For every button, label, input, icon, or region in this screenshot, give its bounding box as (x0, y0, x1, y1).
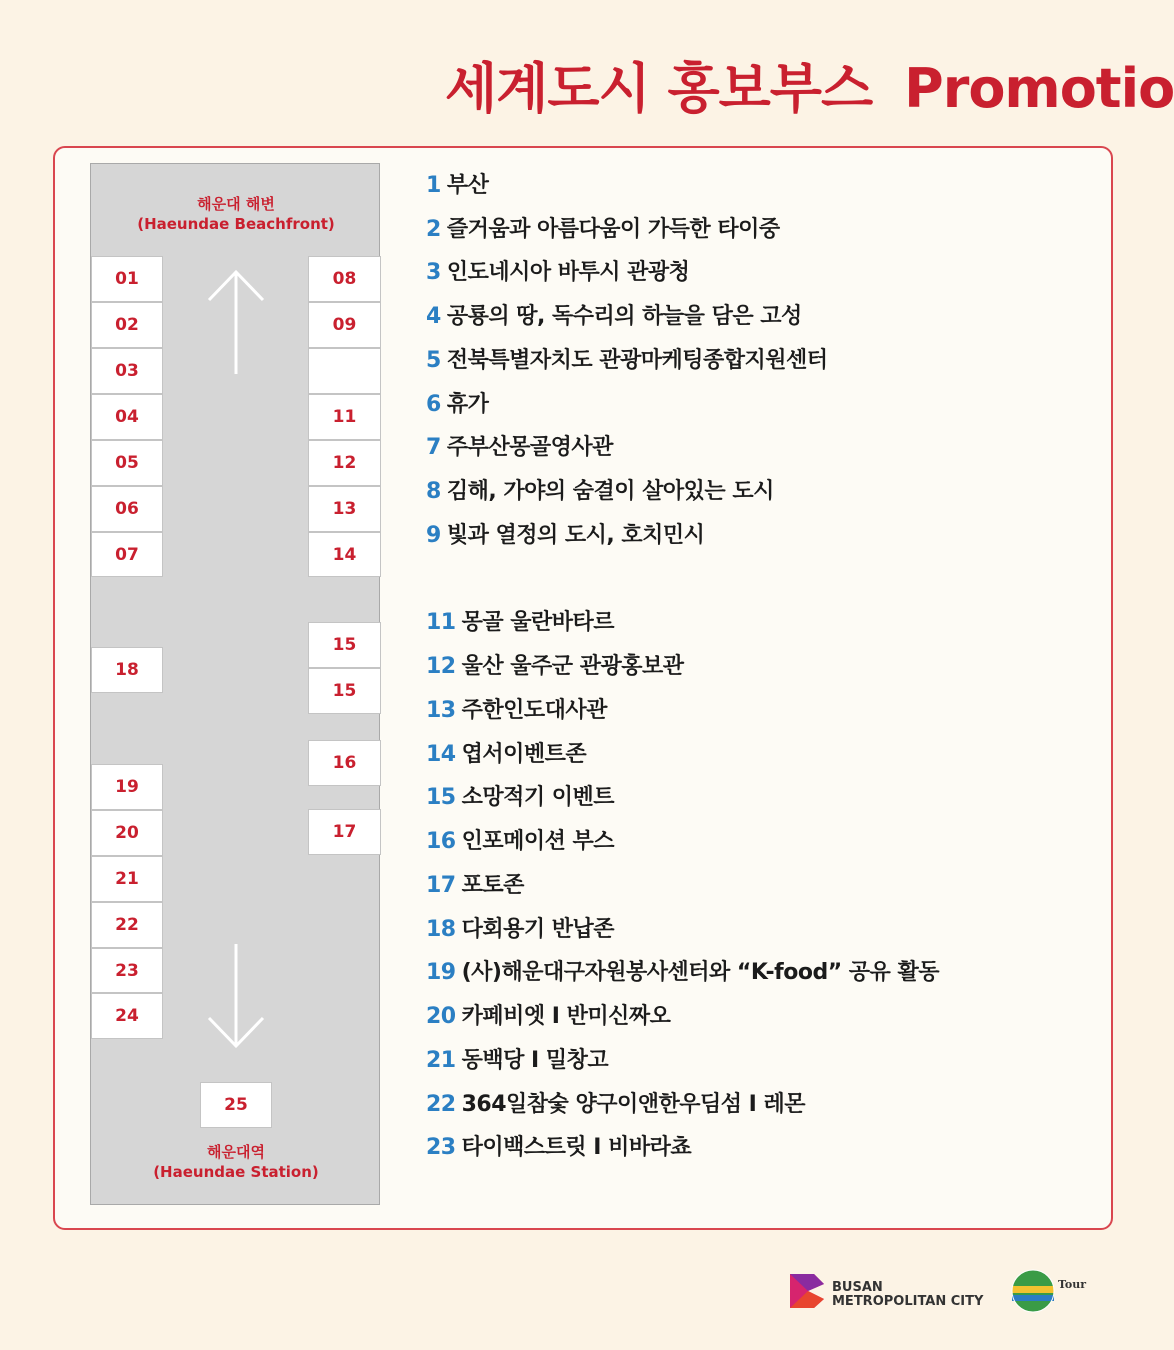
booth-08[interactable]: 08 (308, 256, 381, 302)
legend-name: 휴가 (446, 392, 489, 417)
booth-22[interactable]: 22 (91, 902, 163, 948)
legend-name: 공룡의 땅, 독수리의 하늘을 담은 고성 (446, 304, 802, 329)
booth-01[interactable]: 01 (91, 256, 163, 302)
legend-item (426, 299, 802, 330)
legend-number: 15 (426, 785, 456, 810)
title-english: Promotio (904, 57, 1174, 120)
booth-10[interactable] (308, 348, 381, 394)
legend-number: 7 (426, 435, 441, 460)
booth-24[interactable]: 24 (91, 993, 163, 1039)
legend-number: 5 (426, 348, 441, 373)
legend-item (426, 1087, 805, 1118)
legend-number: 8 (426, 479, 441, 504)
legend-number: 18 (426, 917, 456, 942)
legend-name: 소망적기 이벤트 (461, 785, 615, 810)
booth-14[interactable]: 14 (308, 532, 381, 577)
legend-item (426, 430, 613, 461)
legend-item (426, 1043, 608, 1074)
legend-name: 364일참숯 양구이앤한우딤섬 I 레몬 (461, 1092, 805, 1117)
title-korean: 세계도시 홍보부스 (445, 57, 873, 120)
legend-number: 16 (426, 829, 456, 854)
legend-item (426, 518, 704, 549)
legend-item (426, 387, 488, 418)
legend-name: 즐거움과 아름다움이 가득한 타이중 (446, 217, 780, 242)
legend-number: 13 (426, 698, 456, 723)
page-title (445, 46, 1174, 123)
legend-name: 전북특별자치도 관광마케팅종합지원센터 (446, 348, 828, 373)
legend-name: 포토존 (461, 873, 524, 898)
booth-03[interactable]: 03 (91, 348, 163, 394)
booth-25[interactable]: 25 (200, 1082, 272, 1128)
legend-item (426, 649, 683, 680)
legend-name: 다회용기 반납존 (461, 917, 615, 942)
legend-name: 울산 울주군 관광홍보관 (461, 654, 684, 679)
legend-number: 2 (426, 217, 441, 242)
legend-item (426, 343, 828, 374)
booth-13[interactable]: 13 (308, 486, 381, 532)
legend-name: 부산 (446, 173, 489, 198)
legend-number: 12 (426, 654, 456, 679)
legend-item (426, 955, 939, 986)
tour-logo-text: Tour (1058, 1278, 1087, 1291)
legend-number: 20 (426, 1004, 456, 1029)
booth-20[interactable]: 20 (91, 810, 163, 856)
booth-11[interactable]: 11 (308, 394, 381, 440)
legend-number: 14 (426, 742, 456, 767)
legend-item (426, 255, 689, 286)
legend-item (426, 868, 524, 899)
arrow-down-icon (206, 940, 266, 1050)
beachfront-label-ko: 해운대 해변 (197, 195, 275, 213)
legend-number: 23 (426, 1135, 456, 1160)
legend-number: 19 (426, 960, 456, 985)
legend-name: 몽골 울란바타르 (461, 610, 615, 635)
tour-logo (1010, 1268, 1087, 1314)
legend-number: 21 (426, 1048, 456, 1073)
booth-19[interactable]: 19 (91, 764, 163, 810)
booth-21[interactable]: 21 (91, 856, 163, 902)
legend-number: 6 (426, 392, 441, 417)
legend-name: 인도네시아 바투시 관광청 (446, 260, 690, 285)
beachfront-label-en: (Haeundae Beachfront) (137, 215, 335, 233)
legend-item (426, 737, 586, 768)
booth-15a[interactable]: 15 (308, 622, 381, 668)
booth-16[interactable]: 16 (308, 740, 381, 786)
legend-name: 타이백스트릿 I 비바라쵸 (461, 1135, 692, 1160)
booth-15b[interactable]: 15 (308, 668, 381, 714)
legend-item (426, 1130, 691, 1161)
legend-name: (사)해운대구자원봉사센터와 “K-food” 공유 활동 (461, 960, 939, 985)
booth-18[interactable]: 18 (91, 647, 163, 693)
legend-item (426, 474, 774, 505)
booth-07[interactable]: 07 (91, 532, 163, 577)
booth-map (90, 163, 380, 1205)
busan-logo-line1: BUSAN (832, 1280, 883, 1295)
legend-name: 빛과 열정의 도시, 호치민시 (446, 523, 705, 548)
legend-item (426, 912, 614, 943)
busan-logo-mark-icon (788, 1272, 826, 1310)
legend-item (426, 212, 780, 243)
map-top-label (91, 194, 381, 234)
legend-number: 3 (426, 260, 441, 285)
booth-02[interactable]: 02 (91, 302, 163, 348)
legend-item (426, 780, 614, 811)
booth-06[interactable]: 06 (91, 486, 163, 532)
legend-number: 17 (426, 873, 456, 898)
tour-logo-mark-icon (1010, 1268, 1056, 1314)
busan-logo-text (832, 1281, 983, 1309)
legend-item (426, 999, 670, 1030)
map-bottom-label (91, 1142, 381, 1182)
legend-number: 22 (426, 1092, 456, 1117)
legend-number: 9 (426, 523, 441, 548)
legend-name: 카페비엣 I 반미신짜오 (461, 1004, 671, 1029)
station-label-en: (Haeundae Station) (153, 1163, 319, 1181)
legend-name: 인포메이션 부스 (461, 829, 615, 854)
arrow-up-icon (206, 268, 266, 378)
legend-name: 주한인도대사관 (461, 698, 607, 723)
booth-09[interactable]: 09 (308, 302, 381, 348)
legend-item (426, 605, 614, 636)
legend-number: 4 (426, 304, 441, 329)
legend-name: 동백당 I 밀창고 (461, 1048, 609, 1073)
booth-23[interactable]: 23 (91, 948, 163, 993)
station-label-ko: 해운대역 (207, 1143, 265, 1161)
busan-logo-line2: METROPOLITAN CITY (832, 1294, 984, 1309)
busan-logo (788, 1272, 988, 1312)
legend-item (426, 168, 488, 199)
legend-item (426, 824, 614, 855)
booth-05[interactable]: 05 (91, 440, 163, 486)
booth-12[interactable]: 12 (308, 440, 381, 486)
legend-name: 김해, 가야의 숨결이 살아있는 도시 (446, 479, 774, 504)
legend-item (426, 693, 607, 724)
legend-name: 엽서이벤트존 (461, 742, 587, 767)
booth-17[interactable]: 17 (308, 809, 381, 855)
legend-number: 1 (426, 173, 441, 198)
legend-number: 11 (426, 610, 456, 635)
legend-name: 주부산몽골영사관 (446, 435, 613, 460)
booth-04[interactable]: 04 (91, 394, 163, 440)
